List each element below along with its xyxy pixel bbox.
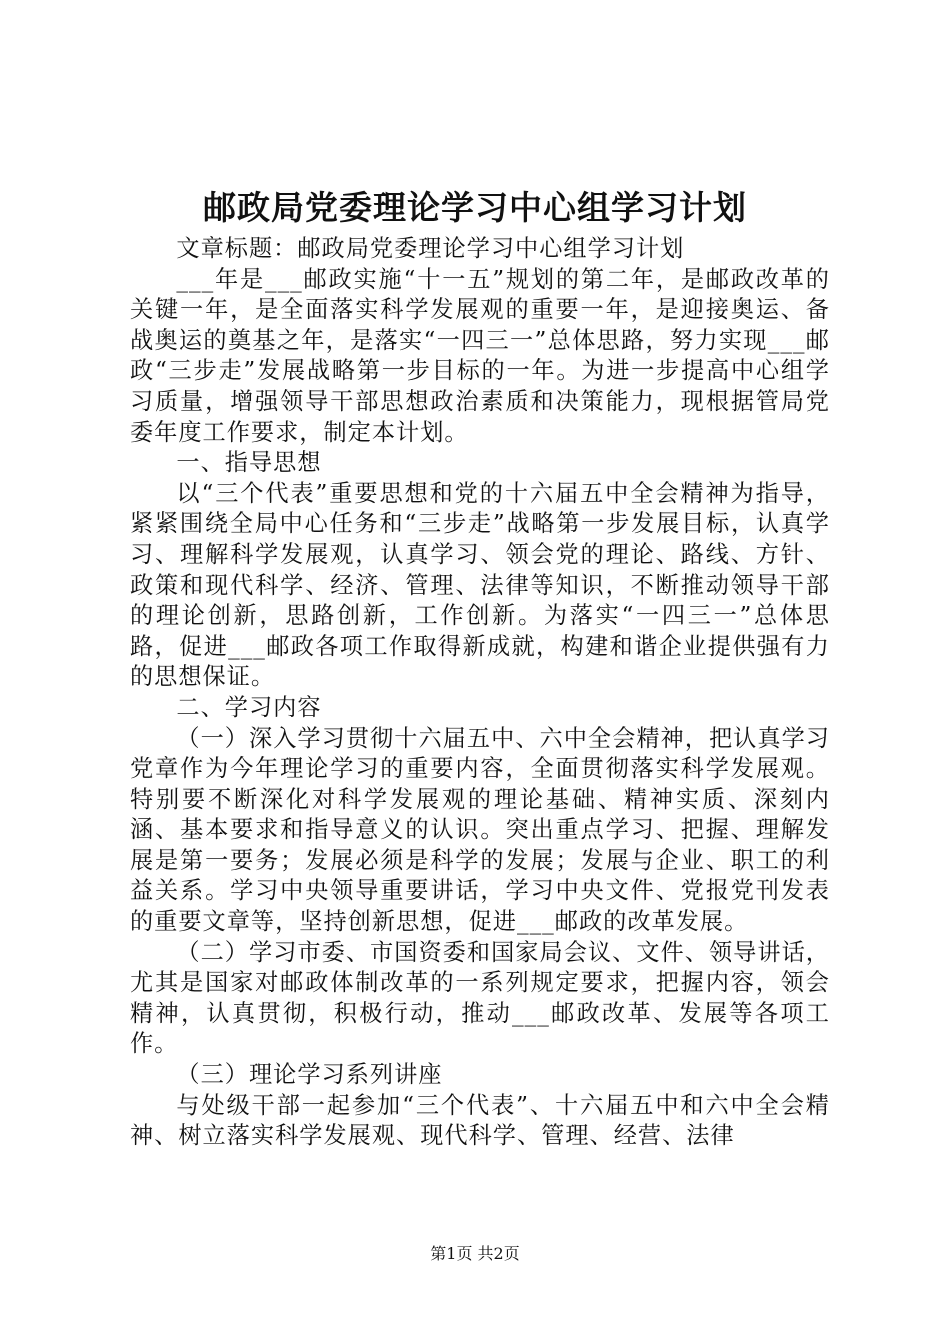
page-footer: 第1页 共2页 [430,1244,520,1263]
study-item-3-paragraph: 与处级干部一起参加“三个代表”、十六届五中和六中全会精神、树立落实科学发展观、现代科学、管理、经营、法律 [130,1091,830,1150]
document-title: 邮政局党委理论学习中心组学习计划 [203,188,747,227]
document-body [130,234,830,1152]
section-heading-study-content: 二、学习内容 [176,693,322,721]
intro-paragraph: ___年是___邮政实施“十一五”规划的第二年，是邮政改革的关键一年，是全面落实科学发展观的重要一年，是迎接奥运、备战奥运的奠基之年，是落实“一四三一”总体思路，努力实现___邮政“三步走”发展战略第一步目标的一年。为进一步提高中心组学习质量，增强领导干部思想政治素质和决策能力，现根据管局党委年度工作要求，制定本计划。 [130,265,830,446]
study-item-1: （一）深入学习贯彻十六届五中、六中全会精神，把认真学习党章作为今年理论学习的重要内容，全面贯彻落实科学发展观。特别要不断深化对科学发展观的理论基础、精神实质、深刻内涵、基本要求和指导意义的认识。突出重点学习、把握、理解发展是第一要务；发展必须是科学的发展；发展与企业、职工的利益关系。学习中央领导重要讲话，学习中央文件、党报党刊发表的重要文章等，坚持创新思想，促进___邮政的改革发展。 [130,724,830,936]
guiding-thought-paragraph: 以“三个代表”重要思想和党的十六届五中全会精神为指导，紧紧围绕全局中心任务和“三步走”战略第一步发展目标，认真学习、理解科学发展观，认真学习、领会党的理论、路线、方针、政策和现代科学、经济、管理、法律等知识，不断推动领导干部的理论创新，思路创新，工作创新。为落实“一四三一”总体思路，促进___邮政各项工作取得新成就，构建和谐企业提供强有力的思想保证。 [130,479,830,691]
article-title-line: 文章标题：邮政局党委理论学习中心组学习计划 [176,235,685,262]
section-heading-guiding-thought: 一、指导思想 [176,449,322,477]
study-item-3-heading: （三）理论学习系列讲座 [176,1061,443,1089]
study-item-2: （二）学习市委、市国资委和国家局会议、文件、领导讲话，尤其是国家对邮政体制改革的一系列规定要求，把握内容，领会精神，认真贯彻，积极行动，推动___邮政改革、发展等各项工作。 [130,938,830,1058]
